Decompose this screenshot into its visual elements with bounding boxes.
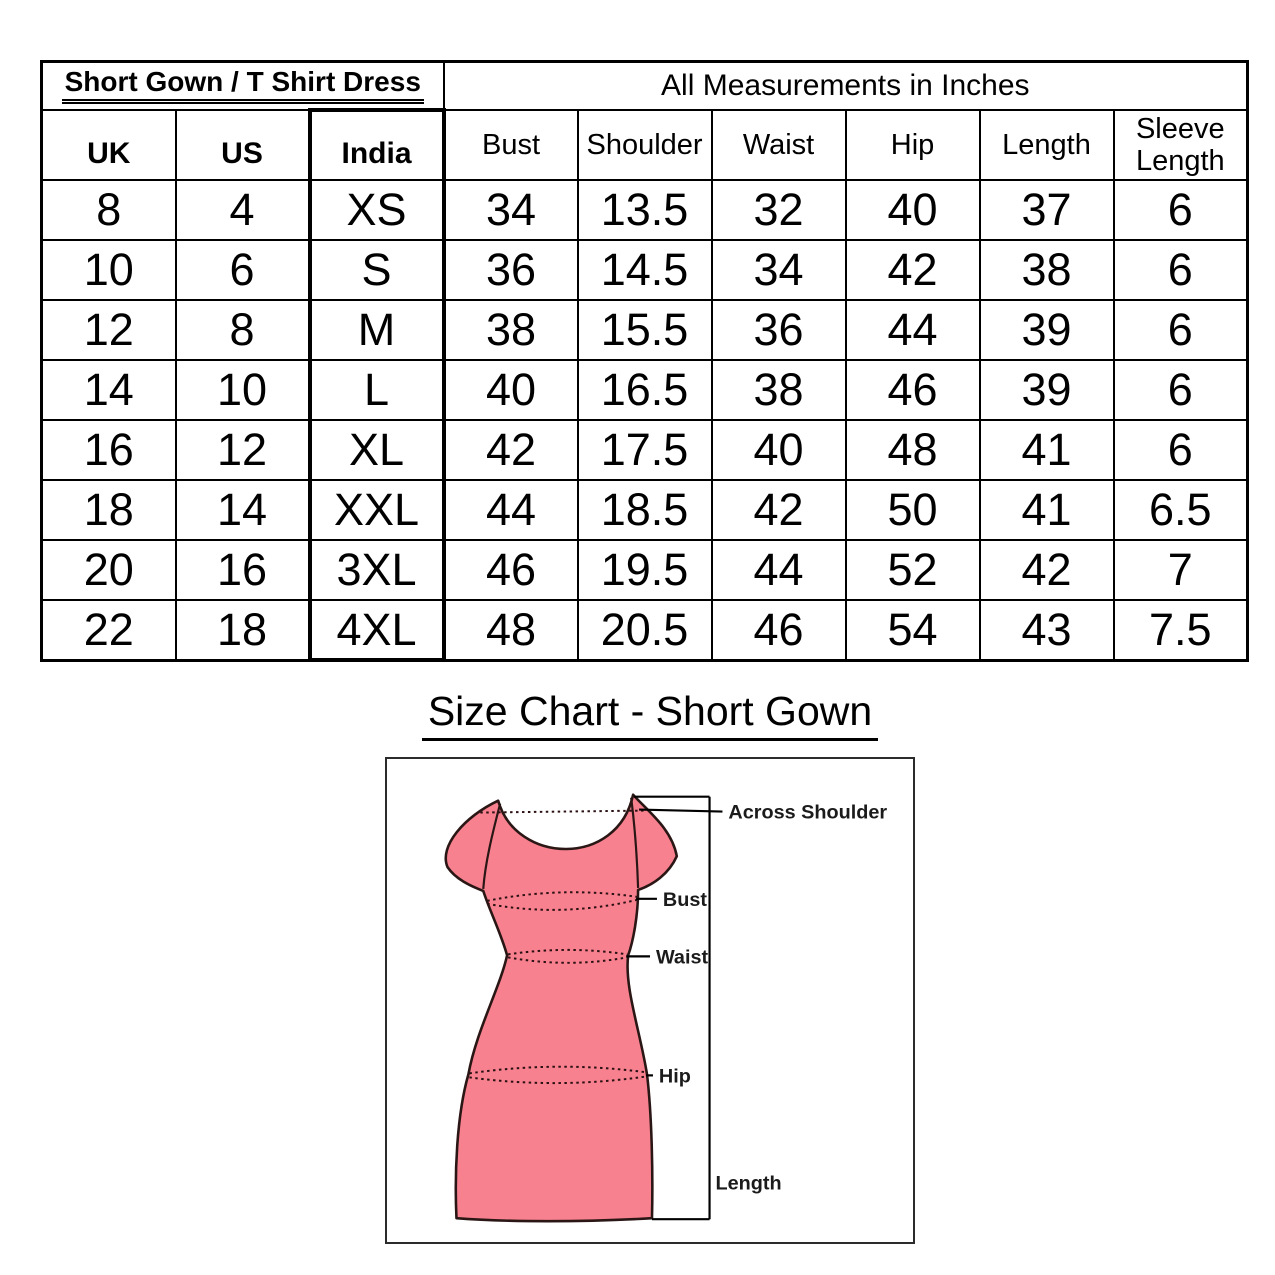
dress-illustration (446, 795, 677, 1221)
table-row (42, 180, 1248, 240)
column-header-uk: UK (42, 110, 176, 181)
table-cell: 36 (712, 300, 846, 360)
table-cell: 7 (1114, 540, 1248, 600)
table-row (42, 600, 1248, 660)
table-title-left-cell (42, 62, 444, 110)
table-cell: 38 (712, 360, 846, 420)
size-table (40, 60, 1249, 662)
table-header-row (42, 110, 1248, 181)
table-row (42, 420, 1248, 480)
table-cell: 40 (846, 180, 980, 240)
table-cell: 48 (444, 600, 578, 660)
table-cell: 41 (980, 480, 1114, 540)
table-cell: 42 (980, 540, 1114, 600)
table-cell: 40 (444, 360, 578, 420)
table-cell: 40 (712, 420, 846, 480)
diagram-title-wrap (385, 688, 915, 741)
table-cell: 44 (712, 540, 846, 600)
diagram-title: Size Chart - Short Gown (422, 688, 878, 741)
column-header-shoulder: Shoulder (578, 110, 712, 181)
table-cell: 6 (1114, 180, 1248, 240)
table-title-right: All Measurements in Inches (444, 62, 1248, 110)
table-cell: 54 (846, 600, 980, 660)
table-cell: 13.5 (578, 180, 712, 240)
table-cell: 6.5 (1114, 480, 1248, 540)
across-shoulder-label: Across Shoulder (728, 801, 888, 824)
table-cell: 20 (42, 540, 176, 600)
table-cell: 14 (42, 360, 176, 420)
length-label: Length (715, 1172, 782, 1195)
table-cell: 4XL (310, 600, 444, 660)
hip-label: Hip (658, 1065, 691, 1088)
column-header-us: US (176, 110, 310, 181)
column-header-bust: Bust (444, 110, 578, 181)
table-cell: 6 (1114, 420, 1248, 480)
table-cell: 39 (980, 360, 1114, 420)
table-cell: 10 (176, 360, 310, 420)
column-header-waist: Waist (712, 110, 846, 181)
table-cell: 18 (176, 600, 310, 660)
column-header-india: India (310, 110, 444, 181)
table-cell: 16 (42, 420, 176, 480)
table-cell: 32 (712, 180, 846, 240)
dress-diagram-svg (387, 759, 913, 1242)
table-cell: 42 (712, 480, 846, 540)
table-cell: 46 (846, 360, 980, 420)
table-cell: XS (310, 180, 444, 240)
table-row (42, 540, 1248, 600)
table-cell: XXL (310, 480, 444, 540)
table-cell: 6 (176, 240, 310, 300)
table-cell: 6 (1114, 240, 1248, 300)
table-cell: 39 (980, 300, 1114, 360)
table-cell: 17.5 (578, 420, 712, 480)
table-cell: 3XL (310, 540, 444, 600)
table-cell: 6 (1114, 300, 1248, 360)
column-header-hip: Hip (846, 110, 980, 181)
table-row (42, 360, 1248, 420)
table-cell: 52 (846, 540, 980, 600)
table-cell: S (310, 240, 444, 300)
table-cell: 37 (980, 180, 1114, 240)
table-cell: 18.5 (578, 480, 712, 540)
table-cell: 48 (846, 420, 980, 480)
table-cell: 42 (846, 240, 980, 300)
table-cell: 15.5 (578, 300, 712, 360)
table-cell: XL (310, 420, 444, 480)
table-body (42, 180, 1248, 660)
shoulder-dotted-line (480, 811, 647, 813)
table-cell: 20.5 (578, 600, 712, 660)
table-cell: 41 (980, 420, 1114, 480)
table-row (42, 240, 1248, 300)
table-cell: 14.5 (578, 240, 712, 300)
table-cell: M (310, 300, 444, 360)
bust-label: Bust (662, 888, 707, 911)
table-cell: 4 (176, 180, 310, 240)
table-cell: 46 (444, 540, 578, 600)
table-cell: 19.5 (578, 540, 712, 600)
table-cell: 43 (980, 600, 1114, 660)
table-cell: 44 (846, 300, 980, 360)
table-cell: 34 (712, 240, 846, 300)
table-cell: 38 (980, 240, 1114, 300)
table-cell: 36 (444, 240, 578, 300)
table-title-row (42, 62, 1248, 110)
table-cell: 8 (42, 180, 176, 240)
table-cell: 10 (42, 240, 176, 300)
table-cell: 7.5 (1114, 600, 1248, 660)
table-cell: 38 (444, 300, 578, 360)
table-row (42, 480, 1248, 540)
table-cell: 42 (444, 420, 578, 480)
table-cell: 34 (444, 180, 578, 240)
table-cell: 8 (176, 300, 310, 360)
dress-diagram (385, 757, 915, 1244)
table-title-left: Short Gown / T Shirt Dress (62, 66, 424, 104)
table-cell: 16.5 (578, 360, 712, 420)
column-header-sleeve-length: Sleeve Length (1114, 110, 1248, 181)
table-cell: 12 (176, 420, 310, 480)
waist-label: Waist (655, 946, 709, 969)
table-cell: 6 (1114, 360, 1248, 420)
table-cell: 14 (176, 480, 310, 540)
table-cell: 18 (42, 480, 176, 540)
table-row (42, 300, 1248, 360)
table-cell: 44 (444, 480, 578, 540)
table-cell: 12 (42, 300, 176, 360)
table-cell: 50 (846, 480, 980, 540)
table-cell: 22 (42, 600, 176, 660)
table-cell: L (310, 360, 444, 420)
table-cell: 16 (176, 540, 310, 600)
column-header-length: Length (980, 110, 1114, 181)
table-cell: 46 (712, 600, 846, 660)
